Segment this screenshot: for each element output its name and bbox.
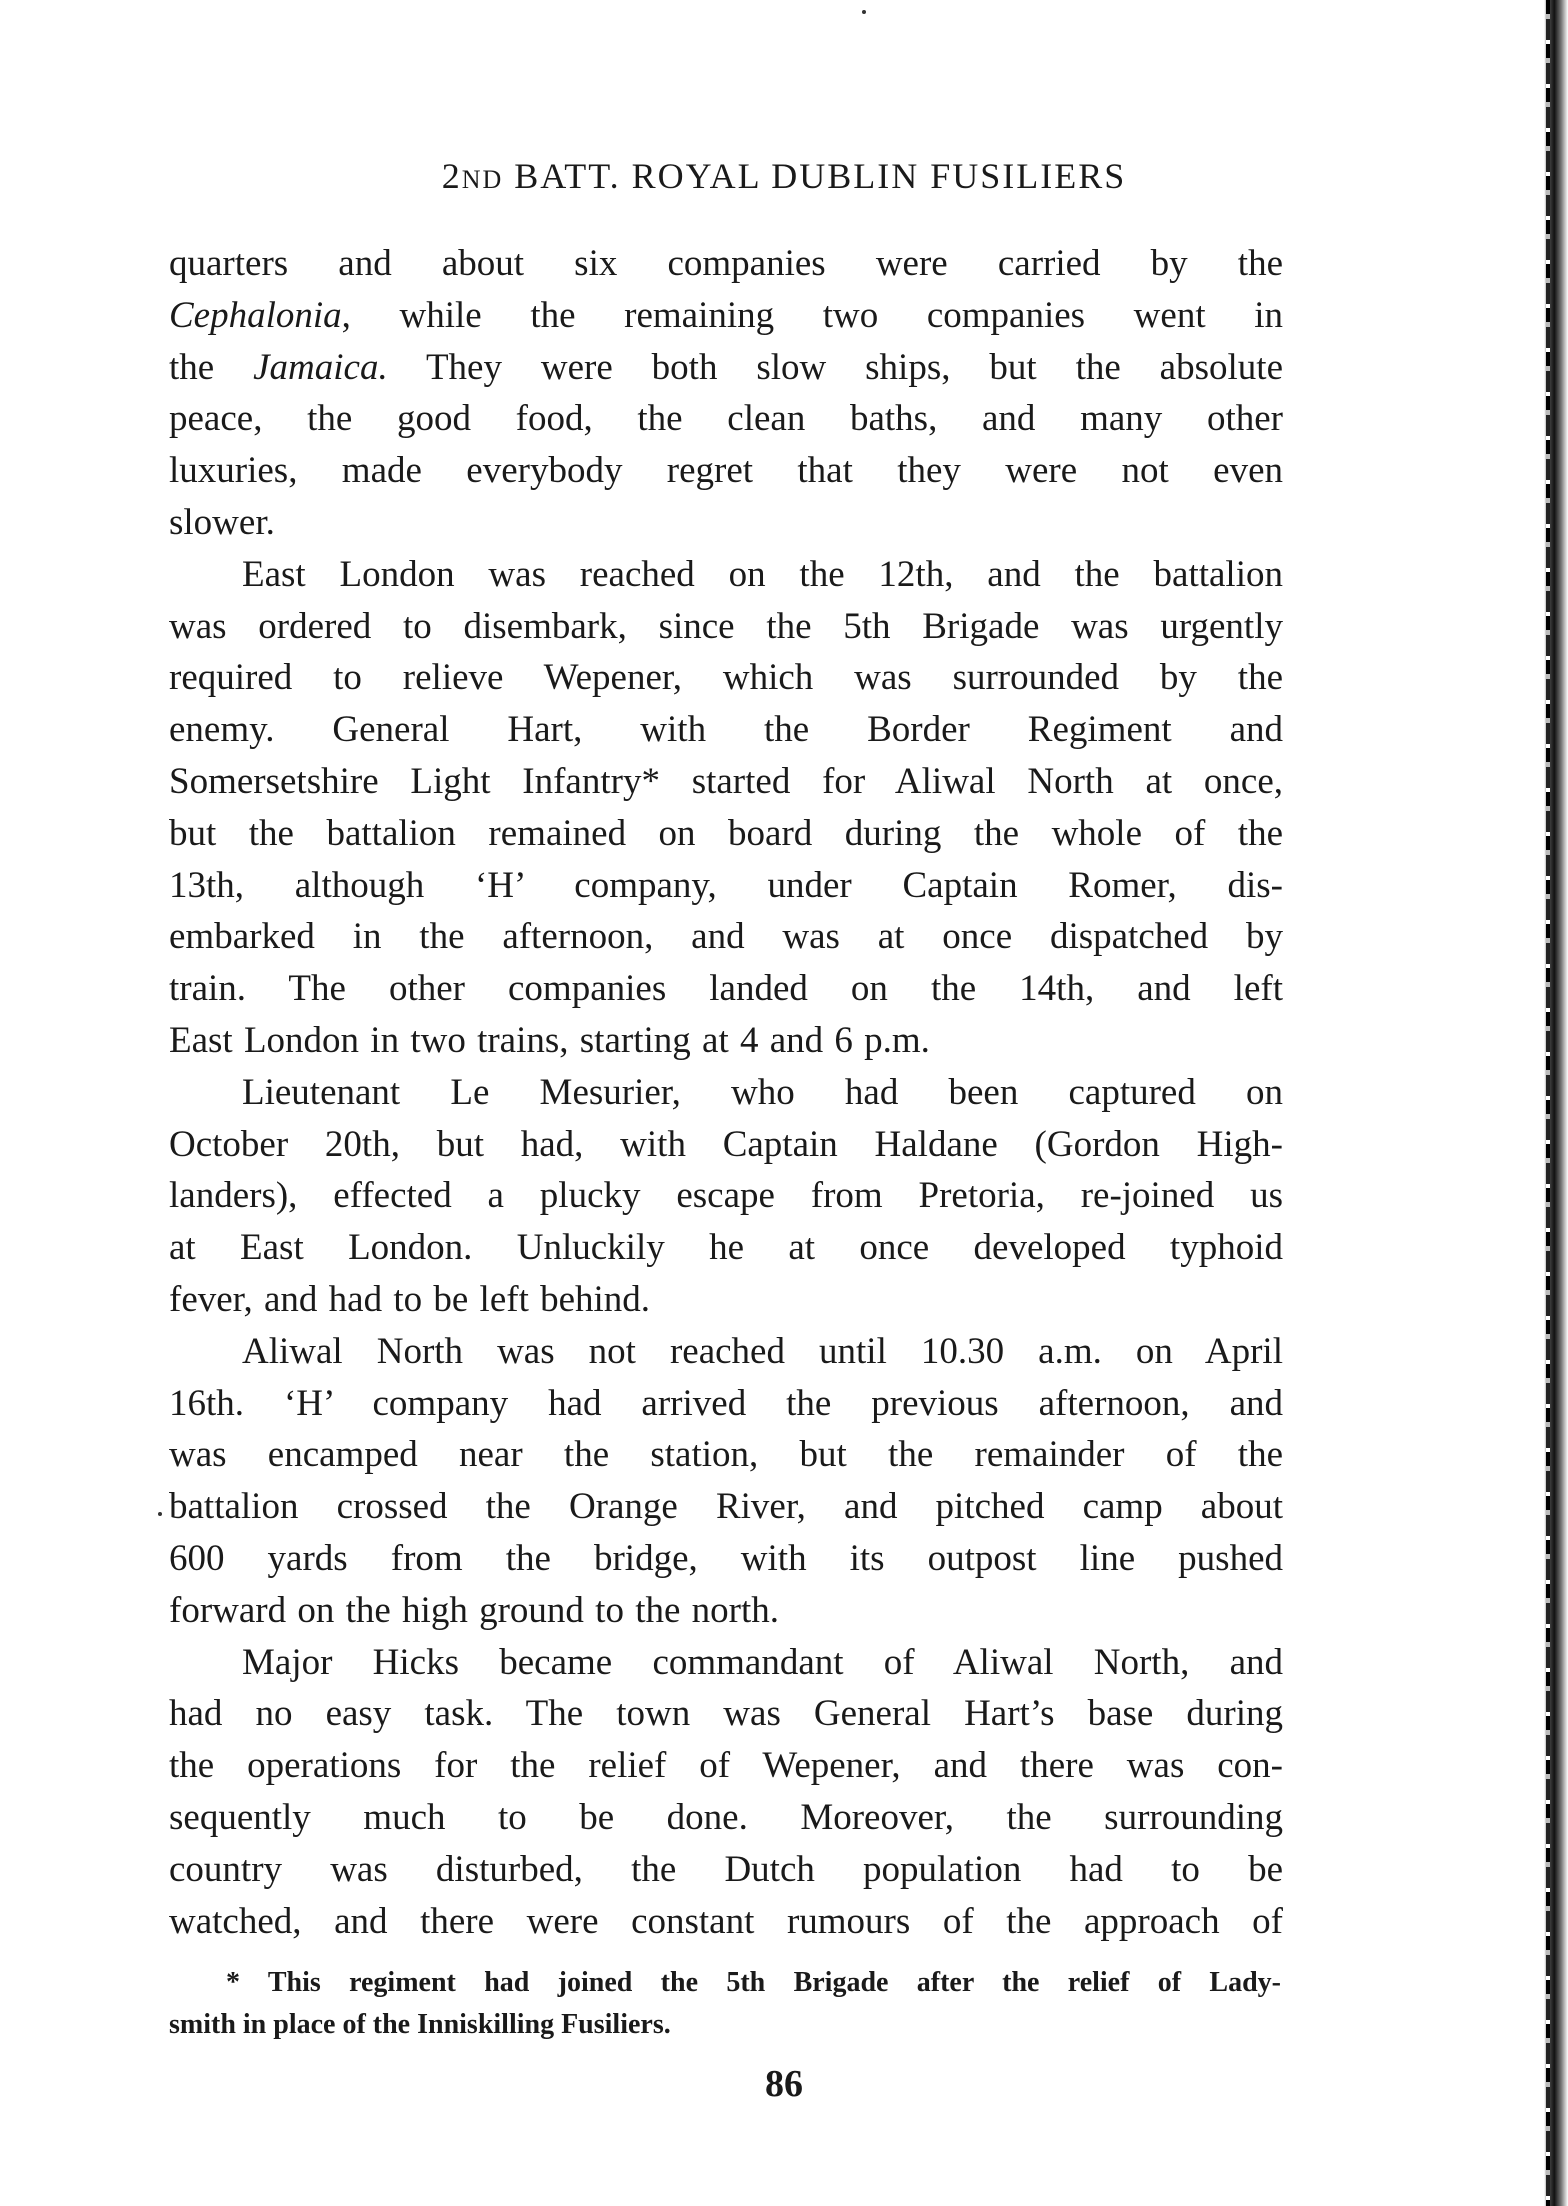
body-text	[169, 238, 1283, 1947]
text-segment: peace, the good food, the clean baths, and many other	[169, 398, 1283, 440]
text-segment: battalion crossed the Orange River, and pitched camp about	[169, 1486, 1283, 1528]
text-line	[169, 1481, 1283, 1533]
text-segment: required to relieve Wepener, which was surrounded by the	[169, 657, 1283, 699]
text-line	[169, 704, 1283, 756]
text-segment: was encamped near the station, but the remainder of the	[169, 1434, 1283, 1476]
italic-ship-name: Cephalonia	[169, 294, 342, 336]
text-line	[169, 1637, 1283, 1689]
text-segment: embarked in the afternoon, and was at once dispatched by	[169, 916, 1283, 958]
text-line	[169, 1429, 1283, 1481]
running-header	[0, 155, 1568, 197]
text-segment: watched, and there were constant rumours of the approach of	[169, 1900, 1283, 1942]
text-segment: 13th, although ‘H’ company, under Captain Romer, dis-	[169, 864, 1283, 906]
header-ordinal: ND	[461, 165, 504, 194]
text-line	[169, 652, 1283, 704]
text-segment: East London was reached on the 12th, and the battalion	[242, 553, 1283, 595]
footnote-line: smith in place of the Inniskilling Fusiliers.	[169, 2009, 671, 2040]
text-segment: country was disturbed, the Dutch population had to be	[169, 1848, 1283, 1890]
text-line	[169, 1274, 1283, 1326]
text-line	[169, 1792, 1283, 1844]
text-line	[169, 1119, 1283, 1171]
text-segment: Lieutenant Le Mesurier, who had been captured on	[242, 1071, 1283, 1113]
text-segment: , while the remaining two companies went in	[341, 294, 1283, 336]
text-line	[169, 497, 1283, 549]
text-line	[169, 1585, 1283, 1637]
footnote-line: * This regiment had joined the 5th Brigade after the relief of Lady-	[226, 1967, 1281, 1998]
text-segment: at East London. Unluckily he at once developed typhoid	[169, 1227, 1283, 1269]
text-segment: sequently much to be done. Moreover, the surrounding	[169, 1796, 1283, 1838]
text-segment: the operations for the relief of Wepener, and there was con-	[169, 1745, 1283, 1787]
text-line	[169, 1222, 1283, 1274]
footnote	[169, 1962, 1281, 2046]
text-segment: but the battalion remained on board during the whole of the	[169, 812, 1283, 854]
text-segment: landers), effected a plucky escape from Pretoria, re-joined us	[169, 1175, 1283, 1217]
book-binding-edge	[1534, 0, 1568, 2206]
text-line	[169, 1015, 1283, 1067]
text-line	[169, 445, 1283, 497]
text-line	[169, 1170, 1283, 1222]
text-segment: Somersetshire Light Infantry* started for Aliwal North at once,	[169, 760, 1283, 802]
text-line	[169, 1688, 1283, 1740]
text-segment: the	[169, 346, 254, 388]
text-line	[169, 1378, 1283, 1430]
speck	[158, 1512, 162, 1516]
text-line	[169, 393, 1283, 445]
text-segment: 16th. ‘H’ company had arrived the previous afternoon, and	[169, 1382, 1283, 1424]
text-segment: enemy. General Hart, with the Border Regiment and	[169, 709, 1283, 751]
text-line	[169, 911, 1283, 963]
text-segment: fever, and had to be left behind.	[169, 1278, 651, 1320]
text-segment: was ordered to disembark, since the 5th Brigade was urgently	[169, 605, 1283, 647]
text-segment: quarters and about six companies were carried by the	[169, 243, 1283, 284]
text-line	[169, 1533, 1283, 1585]
text-line	[169, 290, 1283, 342]
page-number: 86	[765, 2063, 803, 2105]
text-segment: slower.	[169, 501, 275, 543]
header-number: 2	[441, 156, 462, 196]
text-line	[169, 1740, 1283, 1792]
text-segment: They were both slow ships, but the absolute	[387, 346, 1283, 388]
text-line	[169, 1844, 1283, 1896]
text-line	[169, 342, 1283, 394]
text-line	[169, 963, 1283, 1015]
text-segment: 600 yards from the bridge, with its outpost line pushed	[169, 1537, 1283, 1579]
text-segment: East London in two trains, starting at 4 and 6 p.m.	[169, 1019, 930, 1061]
italic-ship-name: Jamaica.	[253, 346, 388, 388]
text-segment: train. The other companies landed on the 14th, and left	[169, 968, 1283, 1010]
text-segment: forward on the high ground to the north.	[169, 1589, 779, 1631]
text-segment: luxuries, made everybody regret that they were not even	[169, 450, 1283, 492]
text-line	[169, 1326, 1283, 1378]
text-segment: October 20th, but had, with Captain Haldane (Gordon High-	[169, 1123, 1283, 1165]
text-line	[169, 601, 1283, 653]
text-line	[169, 808, 1283, 860]
text-line	[169, 756, 1283, 808]
text-segment: Aliwal North was not reached until 10.30 a.m. on April	[242, 1330, 1283, 1372]
text-segment: had no easy task. The town was General Hart’s base during	[169, 1693, 1283, 1735]
speck	[862, 10, 866, 14]
text-line	[169, 549, 1283, 601]
text-segment: Major Hicks became commandant of Aliwal North, and	[242, 1641, 1283, 1683]
text-line	[169, 1896, 1283, 1948]
text-line	[169, 1067, 1283, 1119]
text-line	[169, 860, 1283, 912]
text-line	[169, 238, 1283, 290]
header-title: BATT. ROYAL DUBLIN FUSILIERS	[503, 156, 1127, 196]
